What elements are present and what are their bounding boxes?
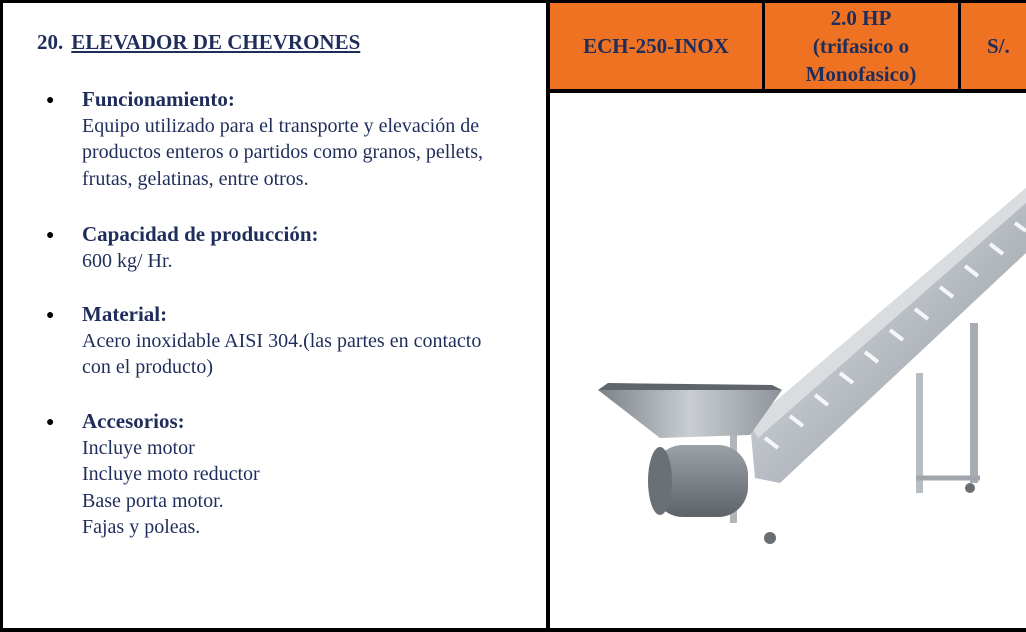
spec-funcionamiento bbox=[82, 86, 483, 192]
spec-capacidad bbox=[82, 221, 319, 274]
spec-text: frutas, gelatinas, entre otros. bbox=[82, 167, 309, 190]
power-phase: (trifasico o bbox=[812, 34, 910, 58]
bullet-icon: ● bbox=[46, 308, 55, 323]
spec-text: Fajas y poleas. bbox=[82, 516, 201, 538]
power-phase-alt: Monofasico) bbox=[805, 62, 917, 86]
spec-text: Incluye moto reductor bbox=[82, 463, 260, 485]
section-heading bbox=[37, 30, 360, 55]
spec-accesorios bbox=[82, 408, 260, 541]
model-code: ECH-250-INOX bbox=[583, 34, 729, 58]
spec-label: Material: bbox=[82, 302, 168, 326]
product-image bbox=[550, 93, 1026, 628]
spec-text: productos enteros o partidos como granos, pellets, bbox=[82, 141, 484, 163]
chevron-elevator-illustration bbox=[550, 93, 1026, 628]
spec-text: 600 kg/ Hr. bbox=[82, 249, 173, 272]
bullet-icon: ● bbox=[46, 228, 55, 243]
bullet-icon: ● bbox=[46, 415, 55, 430]
section-number: 20. bbox=[37, 30, 64, 54]
spec-text: Equipo utilizado para el transporte y elevación de bbox=[82, 114, 480, 137]
spec-material bbox=[82, 301, 481, 381]
spec-label: Capacidad de producción: bbox=[82, 222, 319, 246]
price-cell bbox=[960, 3, 1026, 89]
spec-table-header bbox=[550, 3, 1026, 93]
spec-text: Base porta motor. bbox=[82, 489, 224, 512]
price-currency: S/. bbox=[987, 34, 1010, 58]
spec-text: con el producto) bbox=[82, 356, 214, 378]
model-cell bbox=[550, 3, 762, 89]
section-title: ELEVADOR DE CHEVRONES bbox=[71, 30, 361, 54]
spec-text: Acero inoxidable AISI 304.(las partes en contacto bbox=[82, 329, 482, 352]
spec-label: Accesorios: bbox=[82, 409, 185, 433]
spec-text: Incluye motor bbox=[82, 436, 195, 459]
bullet-icon: ● bbox=[46, 93, 55, 108]
spec-label: Funcionamiento: bbox=[82, 87, 235, 111]
power-cell bbox=[764, 3, 958, 89]
power-value: 2.0 HP bbox=[830, 6, 892, 30]
